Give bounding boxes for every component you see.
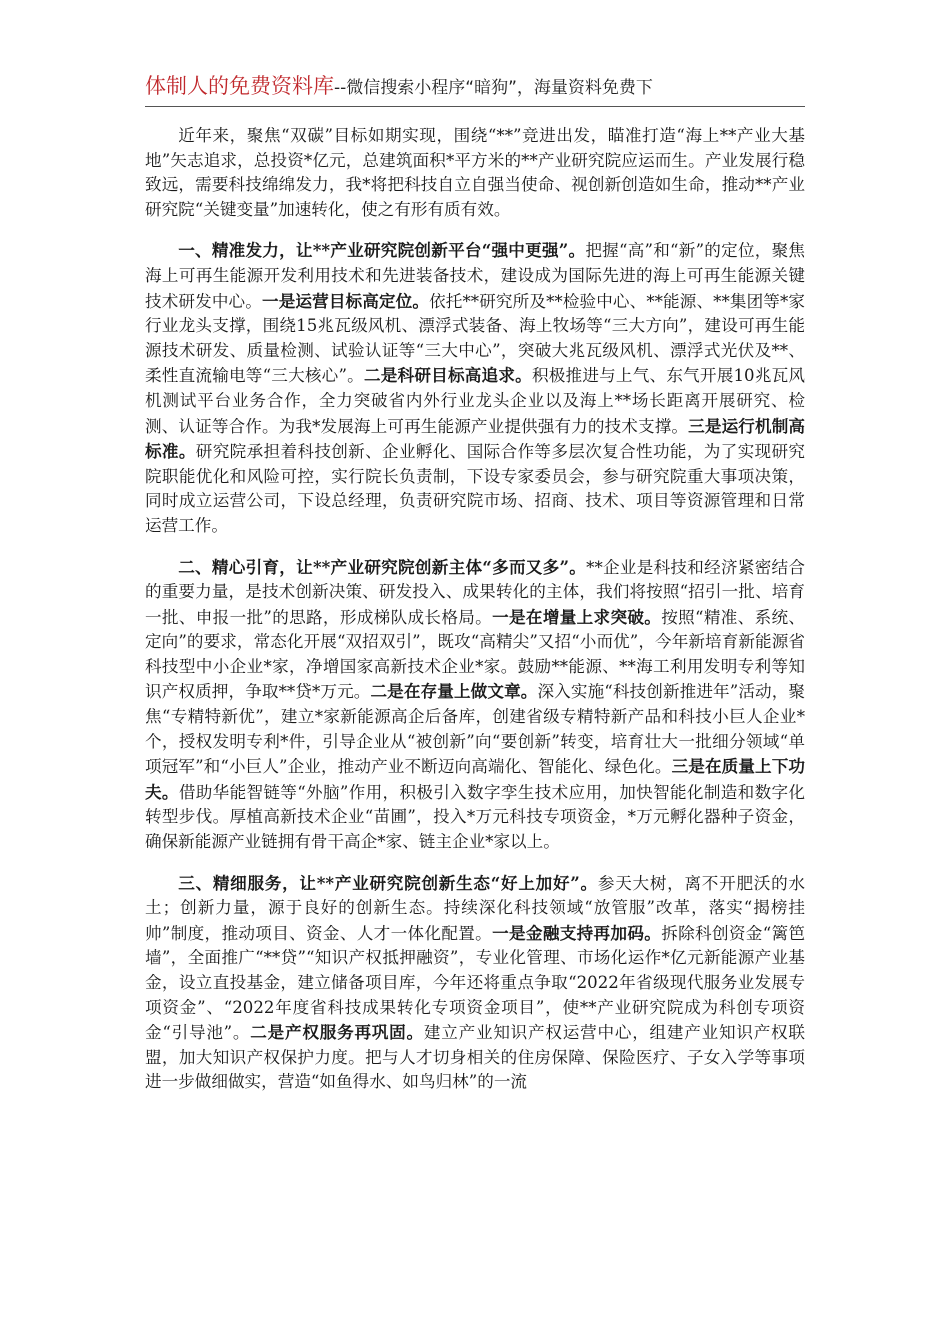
text-run: 把握“高”和“新”的定位，聚焦海上可再生能源开发利用技术和先进装备技术，建设成为国际先进的海上可再生能源关键技术研发中心。 — [145, 241, 805, 311]
point-heading: 三是在质量上下功夫。 — [145, 756, 806, 802]
point-heading: 二是科研目标高追求。 — [363, 365, 532, 386]
point-heading: 一是在增量上求突破。 — [492, 606, 662, 627]
paragraph-section-1 — [145, 238, 805, 538]
point-heading: 一是金融支持再加码。 — [492, 922, 662, 943]
text-run: 借助华能智链等“外脑”作用，积极引入数字孪生技术应用，加快智能化制造和数字化转型步伐。厚植高新技术企业“苗圃”，投入*万元科技专项资金，*万元孵化器种子资金，确保新能源产业链拥有骨干高企*家、链主企业*家以上。 — [145, 782, 805, 852]
point-heading: 一是运营目标高定位。 — [261, 290, 430, 311]
text-run: 拆除科创资金“篱笆墙”，全面推广“**贷”“知识产权抵押融资”，专业化管理、市场化运作*亿元新能源产业基金，设立直投基金，建立储备项目库，今年还将重点争取“2022年省级现代服务业发展专项资金”、“2022年度省科技成果转化专项资金项目”，使**产业研究院成为科创专项资金“引导池”。 — [145, 923, 806, 1043]
document-body — [145, 124, 805, 1111]
text-run: 参天大树，离不开肥沃的水土；创新力量，源于良好的创新生态。持续深化科技领域“放管服”改革，落实“揭榜挂帅”制度，推动项目、资金、人才一体化配置。 — [145, 873, 805, 943]
text-run: 积极推进与上气、东气开展10兆瓦风机测试平台业务合作，全力突破省内外行业龙头企业以及海上**场长距离开展研究、检测、认证等合作。为我*发展海上可再生能源产业提供强有力的技术支撑。 — [145, 366, 806, 436]
header-tagline: --微信搜索小程序“暗狗”，海量资料免费下 — [334, 78, 653, 98]
point-heading: 二是产权服务再巩固。 — [250, 1022, 424, 1043]
text-run: 按照“精准、系统、定向”的要求，常态化开展“双招双引”，既攻“高精尖”又招“小而优”，今年新培育新能源省科技型中小企业*家，净增国家高新技术企业*家。鼓励**能源、**海工利用发明专利等知识产权质押，争取**贷*万元。 — [145, 607, 806, 702]
point-heading: 三是运行机制高标准。 — [145, 415, 806, 462]
header-brand: 体制人的免费资料库 — [145, 74, 334, 98]
section-heading: 二、精心引育，让**产业研究院创新主体“多而又多”。 — [178, 556, 587, 577]
text-run: 建立产业知识产权运营中心，组建产业知识产权联盟，加大知识产权保护力度。把与人才切身相关的住房保障、保险医疗、子女入学等事项进一步做细做实，营造“如鱼得水、如鸟归林”的一流 — [145, 1023, 806, 1092]
section-heading: 三、精细服务，让**产业研究院创新生态“好上加好”。 — [178, 872, 598, 893]
paragraph-intro — [145, 124, 805, 222]
paragraph-section-3 — [145, 871, 805, 1095]
text-run: **企业是科技和经济紧密结合的重要力量，是技术创新决策、研发投入、成果转化的主体，我们将按照“招引一批、培育一批、申报一批”的思路，形成梯队成长格局。 — [145, 557, 805, 627]
paragraph-section-2 — [145, 555, 805, 855]
page-header — [145, 70, 805, 107]
text-run: 深入实施“科技创新推进年”活动，聚焦“专精特新优”，建立*家新能源高企后备库，创建省级专精特新产品和科技小巨人企业*个，授权发明专利*件，引导企业从“被创新”向“要创新”转变，培育壮大一批细分领域“单项冠军”和“小巨人”企业，推动产业不断迈向高端化、智能化、绿色化。 — [145, 682, 806, 777]
point-heading: 二是在存量上做文章。 — [370, 681, 538, 702]
section-heading: 一、精准发力，让**产业研究院创新平台“强中更强”。 — [178, 240, 586, 261]
text-run: 近年来，聚焦“双碳”目标如期实现，围绕“**”竞进出发，瞄准打造“海上**产业大基地”矢志追求，总投资*亿元，总建筑面积*平方米的**产业研究院应运而生。产业发展行稳致远，需要科技绵绵发力，我*将把科技自立自强当使命、视创新创造如生命，推动**产业研究院“关键变量”加速转化，使之有形有质有效。 — [145, 126, 805, 219]
text-run: 依托**研究所及**检验中心、**能源、**集团等*家行业龙头支撑，围绕15兆瓦级风机、漂浮式装备、海上牧场等“三大方向”，建设可再生能源技术研发、质量检测、试验认证等“三大中心”，突破大兆瓦级风机、漂浮式光伏及**、柔性直流输电等“三大核心”。 — [145, 291, 806, 386]
text-run: 研究院承担着科技创新、企业孵化、国际合作等多层次复合性功能，为了实现研究院职能优化和风险可控，实行院长负责制，下设专家委员会，参与研究院重大事项决策，同时成立运营公司，下设总经理，负责研究院市场、招商、技术、项目等资源管理和日常运营工作。 — [145, 442, 805, 535]
